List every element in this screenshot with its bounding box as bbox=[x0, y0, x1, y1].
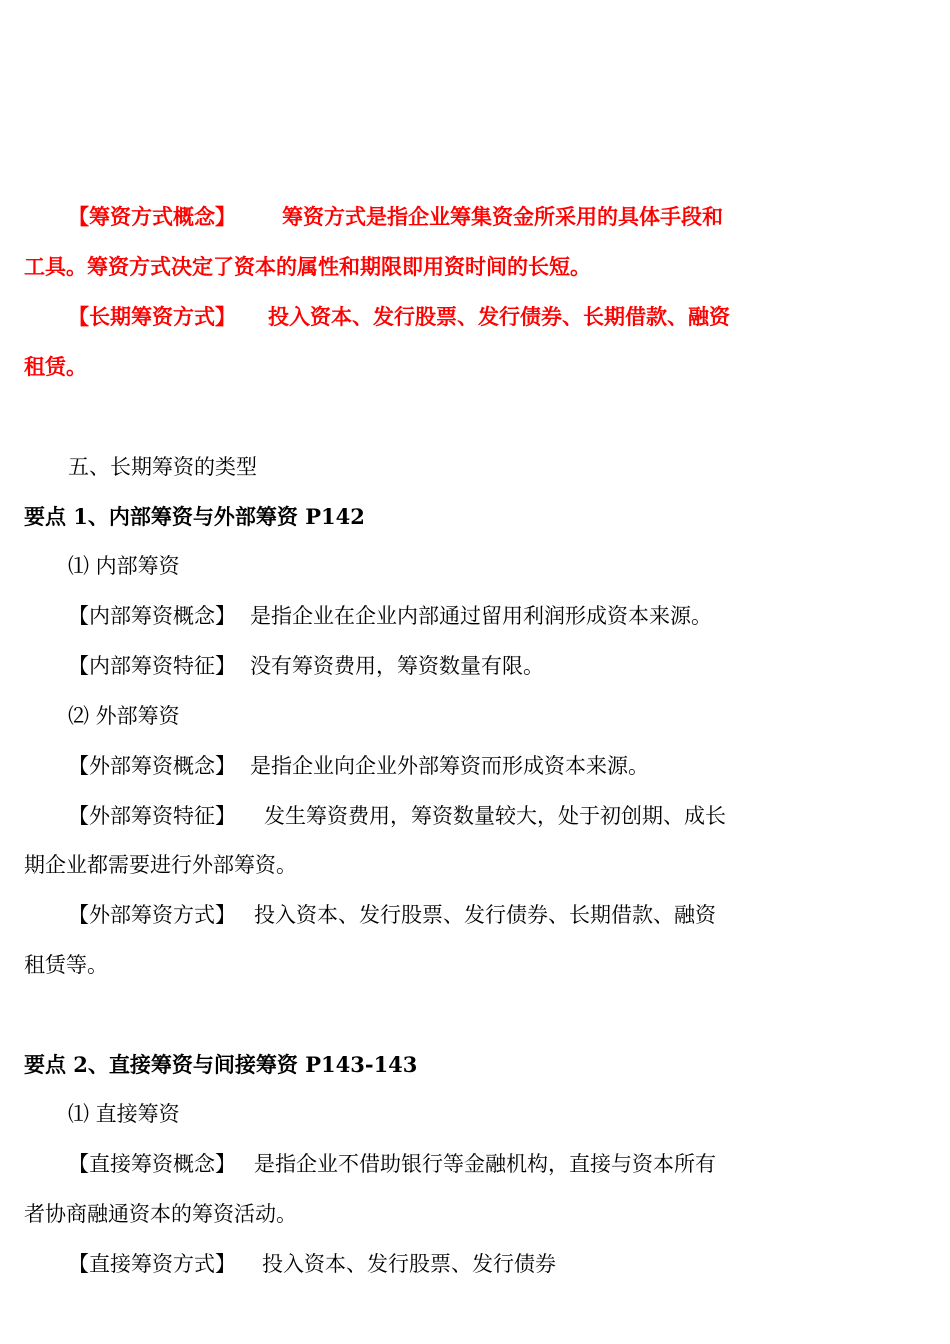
financing-method-concept-line-1 bbox=[68, 202, 828, 232]
external-financing-method-line-1 bbox=[68, 900, 828, 930]
external-financing-feature-text: 发生筹资费用，筹资数量较大，处于初创期、成长 bbox=[264, 804, 726, 828]
internal-financing-feature-tag: 【内部筹资特征】 bbox=[68, 654, 236, 678]
financing-method-concept-text: 筹资方式是指企业筹集资金所采用的具体手段和 bbox=[282, 204, 723, 229]
external-financing-subheading: ⑵ 外部筹资 bbox=[68, 704, 180, 728]
direct-financing-method-line bbox=[68, 1249, 828, 1279]
internal-financing-feature-text: 没有筹资费用，筹资数量有限。 bbox=[250, 654, 544, 678]
longterm-financing-method-text: 投入资本、发行股票、发行债券、长期借款、融资 bbox=[268, 304, 730, 329]
direct-financing-method-text: 投入资本、发行股票、发行债券 bbox=[262, 1252, 556, 1276]
direct-financing-method-tag: 【直接筹资方式】 bbox=[68, 1252, 236, 1276]
internal-financing-feature-line bbox=[68, 651, 828, 681]
external-financing-method-tag: 【外部筹资方式】 bbox=[68, 903, 236, 927]
external-financing-concept-line bbox=[68, 751, 828, 781]
external-financing-concept-text: 是指企业向企业外部筹资而形成资本来源。 bbox=[250, 754, 649, 778]
direct-financing-concept-line-2: 者协商融通资本的筹资活动。 bbox=[24, 1202, 297, 1226]
direct-financing-subheading: ⑴ 直接筹资 bbox=[68, 1102, 180, 1126]
longterm-financing-method-line-1 bbox=[68, 302, 828, 332]
financing-method-concept-tag: 【筹资方式概念】 bbox=[68, 204, 236, 229]
external-financing-feature-line-1 bbox=[68, 801, 828, 831]
longterm-financing-method-line-2: 租赁。 bbox=[24, 354, 87, 379]
external-financing-concept-tag: 【外部筹资概念】 bbox=[68, 754, 236, 778]
longterm-financing-method-tag: 【长期筹资方式】 bbox=[68, 304, 236, 329]
external-financing-method-line-2: 租赁等。 bbox=[24, 953, 108, 977]
external-financing-method-text: 投入资本、发行股票、发行债券、长期借款、融资 bbox=[254, 903, 716, 927]
direct-financing-concept-text: 是指企业不借助银行等金融机构，直接与资本所有 bbox=[254, 1152, 716, 1176]
section-heading: 五、长期筹资的类型 bbox=[68, 455, 257, 479]
internal-financing-concept-line bbox=[68, 601, 828, 631]
external-financing-feature-line-2: 期企业都需要进行外部筹资。 bbox=[24, 853, 297, 877]
point1-heading: 要点 1、内部筹资与外部筹资 P142 bbox=[24, 504, 365, 529]
point2-heading: 要点 2、直接筹资与间接筹资 P143-143 bbox=[24, 1052, 418, 1077]
direct-financing-concept-line-1 bbox=[68, 1149, 828, 1179]
internal-financing-concept-tag: 【内部筹资概念】 bbox=[68, 604, 236, 628]
direct-financing-concept-tag: 【直接筹资概念】 bbox=[68, 1152, 236, 1176]
external-financing-feature-tag: 【外部筹资特征】 bbox=[68, 804, 236, 828]
internal-financing-concept-text: 是指企业在企业内部通过留用利润形成资本来源。 bbox=[250, 604, 712, 628]
internal-financing-subheading: ⑴ 内部筹资 bbox=[68, 554, 180, 578]
financing-method-concept-line-2: 工具。筹资方式决定了资本的属性和期限即用资时间的长短。 bbox=[24, 254, 591, 279]
